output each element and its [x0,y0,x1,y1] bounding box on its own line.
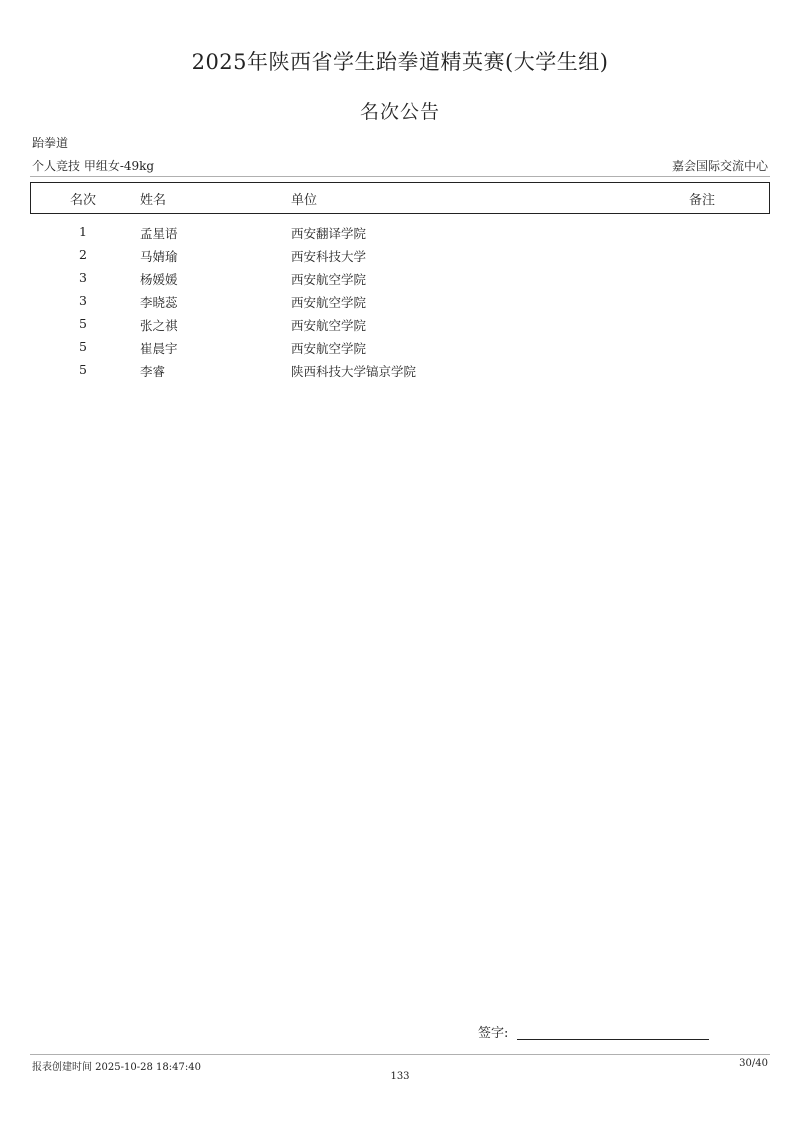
report-created-time: 报表创建时间 2025-10-28 18:47:40 [32,1062,201,1073]
row-name: 张之祺 [140,318,178,333]
header-unit: 单位 [291,193,318,208]
table-row [30,221,770,244]
row-name: 崔晨宇 [140,341,178,356]
row-name: 李晓蕊 [140,295,178,310]
document-title: 2025年陕西省学生跆拳道精英赛(大学生组) [191,50,609,74]
table-row [30,244,770,267]
table-row [30,290,770,313]
row-rank: 5 [79,316,87,331]
row-rank: 5 [79,362,87,377]
row-unit: 西安航空学院 [291,295,367,310]
page-indicator: 30/40 [739,1058,768,1069]
venue-label: 嘉会国际交流中心 [671,159,768,173]
row-name: 马婧瑜 [140,249,178,264]
row-rank: 3 [79,293,87,308]
signature-line [517,1039,709,1040]
table-row [30,336,770,359]
table-row [30,267,770,290]
row-unit: 陕西科技大学镐京学院 [291,364,417,379]
signature-label: 签字: [478,1026,509,1041]
event-label: 个人竞技 甲组女-49kg [32,159,155,173]
page-number: 133 [390,1071,410,1082]
row-unit: 西安科技大学 [291,249,367,264]
header-name: 姓名 [140,193,167,208]
bottom-divider [30,1054,770,1055]
table-row [30,313,770,336]
row-unit: 西安航空学院 [291,318,367,333]
results-table [30,221,770,382]
header-rank: 名次 [70,193,97,208]
header-note: 备注 [689,193,716,208]
sport-label: 跆拳道 [32,136,69,150]
row-rank: 3 [79,270,87,285]
row-unit: 西安航空学院 [291,341,367,356]
row-unit: 西安航空学院 [291,272,367,287]
row-unit: 西安翻译学院 [291,226,367,241]
row-rank: 2 [79,247,87,262]
row-rank: 5 [79,339,87,354]
row-name: 杨媛媛 [140,272,178,287]
top-divider [30,176,770,177]
table-row [30,359,770,382]
row-name: 孟星语 [140,226,178,241]
row-name: 李睿 [140,364,166,379]
row-rank: 1 [79,224,87,239]
document-subtitle: 名次公告 [359,101,440,123]
